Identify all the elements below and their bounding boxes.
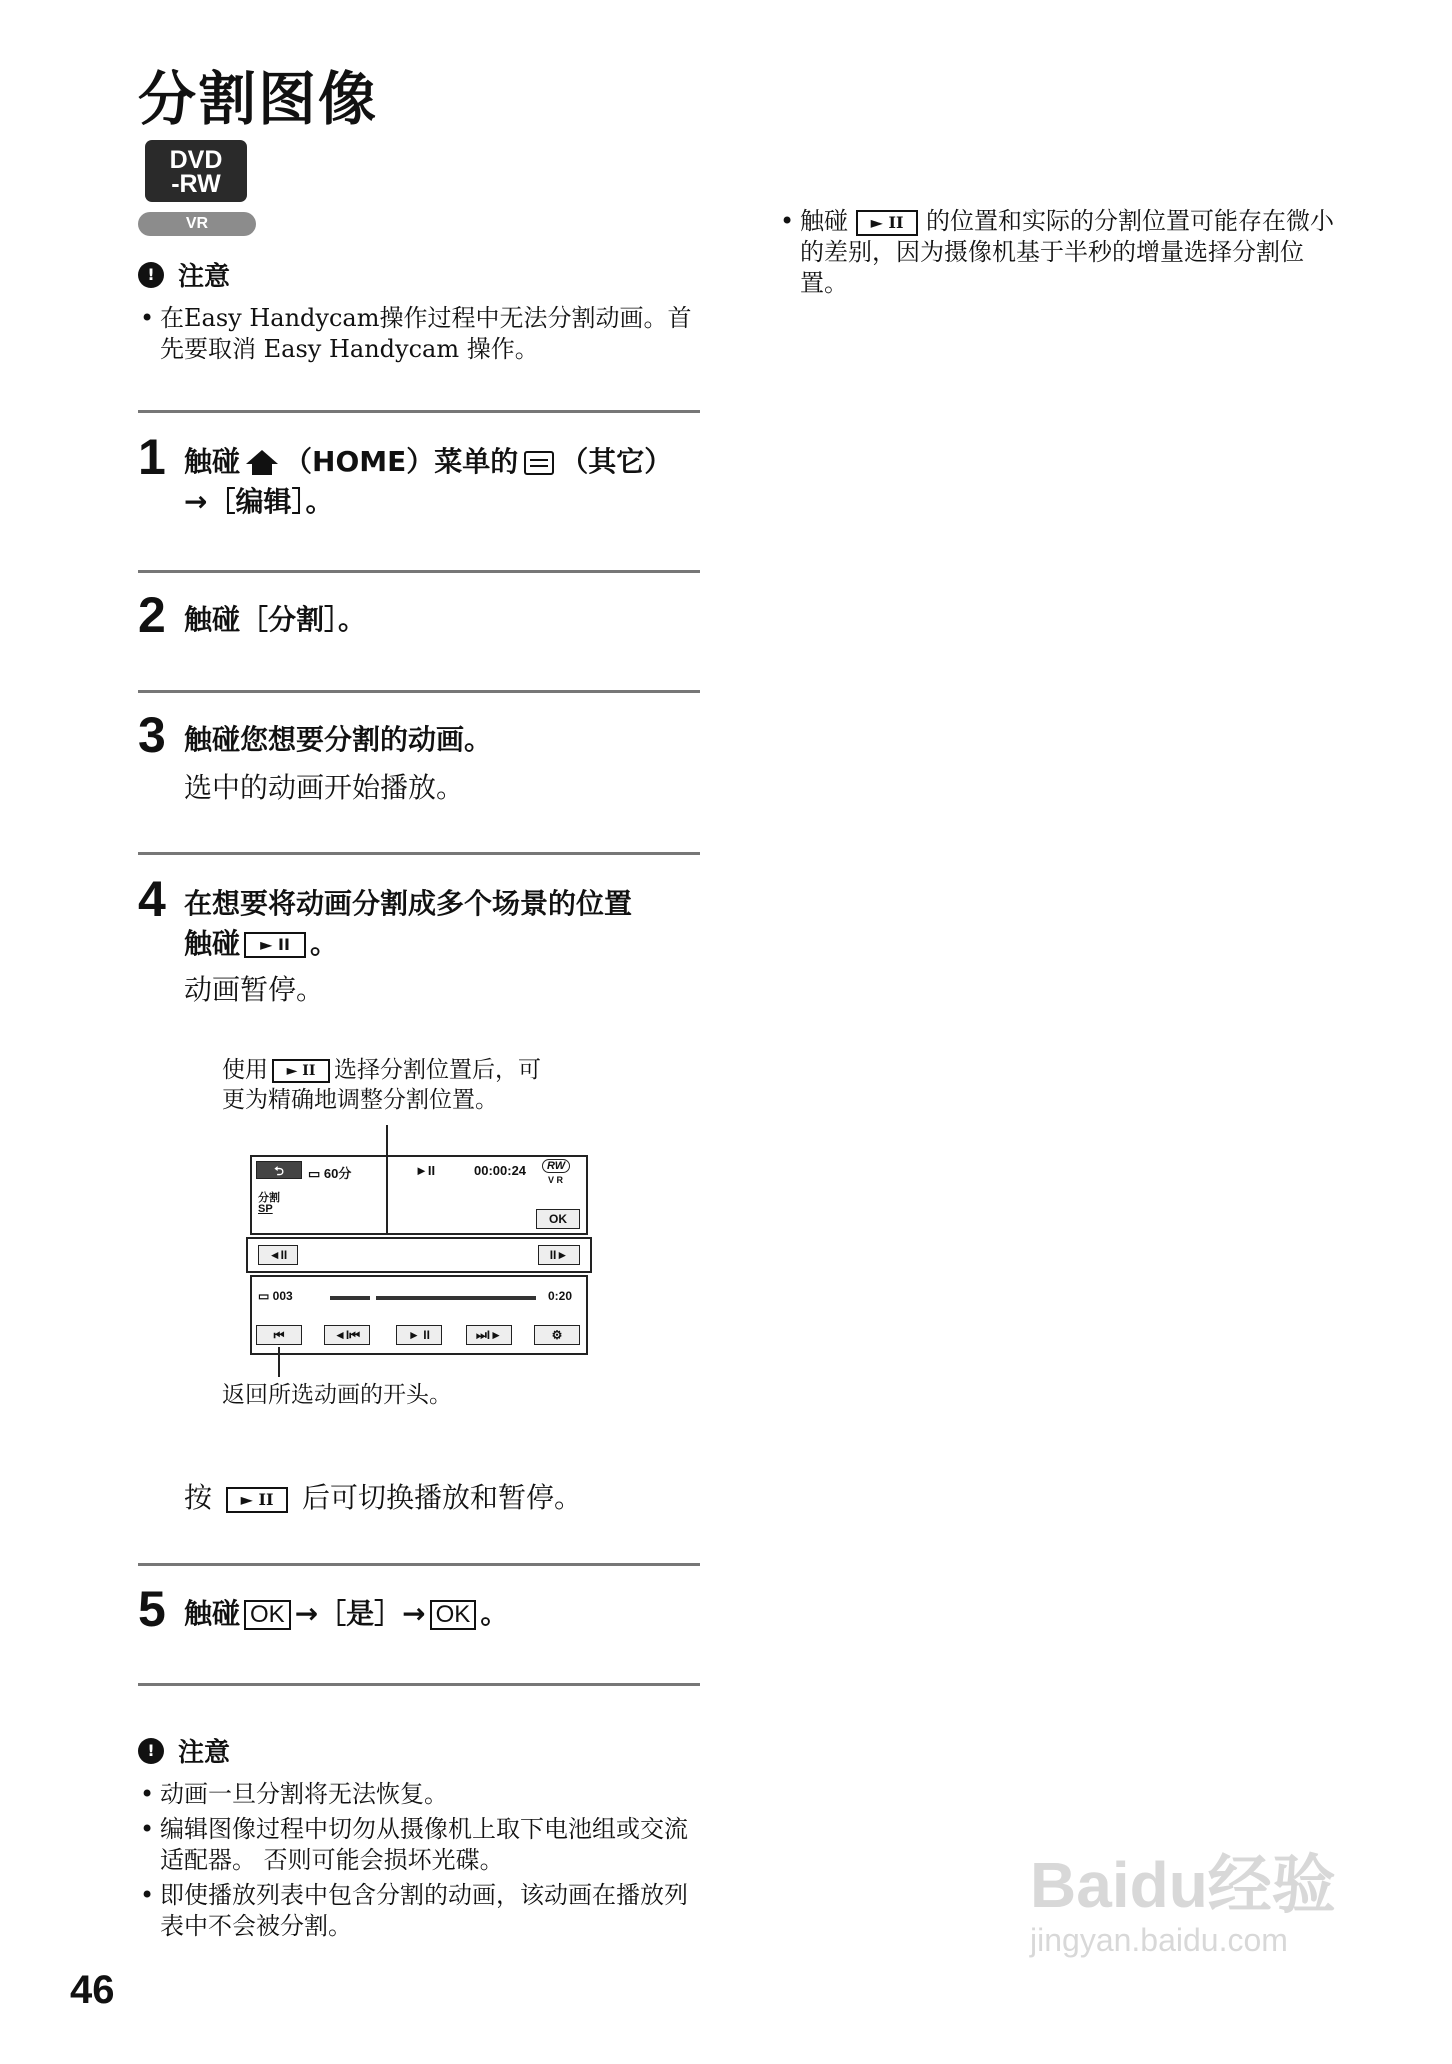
step-4-sub: 动画暂停。 (184, 973, 325, 1006)
divider (138, 1683, 700, 1686)
step-3-text: 触碰您想要分割的动画。 (184, 723, 493, 756)
note-bottom-list (138, 1779, 698, 1942)
watermark-url: jingyan.baidu.com (1030, 1922, 1288, 1958)
disc-sub: V R (548, 1175, 564, 1185)
step-1-text-d: →［编辑］。 (184, 485, 334, 518)
play-pause-icon: ► II (244, 932, 306, 958)
prev-frame-button[interactable]: ◄II (258, 1245, 298, 1265)
divider (138, 570, 700, 573)
disc-indicator: RW (542, 1159, 570, 1173)
play-status-icon: ►II (415, 1163, 436, 1178)
step-4-text-a: 在想要将动画分割成多个场景的位置 (184, 887, 633, 920)
caution-icon: ! (138, 262, 164, 288)
home-icon (246, 450, 278, 464)
step-1-number: 1 (138, 429, 166, 485)
right-note-a: 触碰 (800, 207, 848, 235)
step-5-text (184, 1594, 704, 1634)
caution-icon: ! (138, 1738, 164, 1764)
vr-badge: VR (138, 212, 256, 236)
watermark-brand-a: Bai (1030, 1849, 1130, 1921)
note-top (138, 256, 698, 369)
toggle-instruction (184, 1480, 582, 1516)
battery-text: 60分 (323, 1166, 352, 1181)
play-pause-icon: ► II (226, 1487, 288, 1513)
right-note-b: 的位置和实际的分割位置可能存在微小的差别，因为摄像机基于半秒的增量选择分割位置。 (800, 207, 1334, 297)
play-pause-button[interactable]: ► II (396, 1325, 442, 1345)
right-note-item (778, 206, 1338, 299)
note-heading-text: 注意 (178, 262, 231, 292)
note-bottom (138, 1732, 698, 1946)
note-bottom-heading (138, 1732, 698, 1769)
ok-icon: OK (244, 1600, 291, 1630)
step-1-text-b: （HOME）菜单的 (284, 445, 519, 478)
step-5-number: 5 (138, 1581, 166, 1637)
right-note-list (778, 206, 1338, 299)
prev-scene-button[interactable]: ◄I⏮ (324, 1325, 370, 1345)
baidu-watermark (1030, 1850, 1336, 1960)
caption-top-b: 选择分割位置后，可 (334, 1057, 541, 1083)
toggle-a: 按 (184, 1481, 213, 1514)
watermark-suffix: 经验 (1207, 1849, 1336, 1921)
divider (138, 852, 700, 855)
quality-label: SP (258, 1203, 273, 1215)
disc-line2: -RW (171, 170, 221, 198)
play-pause-icon: ► II (856, 210, 918, 236)
divider (138, 1563, 700, 1566)
step-3-sub: 选中的动画开始播放。 (184, 771, 465, 804)
battery-indicator: ▭ 60分 (308, 1166, 352, 1181)
step-2-number: 2 (138, 587, 166, 643)
step-4-text (184, 884, 704, 964)
scene-number: 003 (272, 1289, 293, 1303)
note-bottom-item: • 即使播放列表中包含分割的动画，该动画在播放列表中不会被分割。 (138, 1880, 698, 1942)
figure-caption-bottom: 返回所选动画的开头。 (222, 1382, 452, 1408)
progress-bar (376, 1296, 536, 1300)
disc-line1: DVD (169, 146, 223, 174)
page-number: 46 (70, 1968, 115, 2012)
step-5-text-b: →［是］→ (294, 1597, 426, 1630)
camera-screen (250, 1155, 588, 1355)
page-title: 分割图像 (138, 65, 379, 133)
note-top-item: • 在Easy Handycam操作过程中无法分割动画。首先要取消 Easy Handycam 操作。 (138, 303, 698, 365)
step-1-text-c: （其它） (560, 445, 673, 478)
watermark-brand (1030, 1850, 1336, 1920)
note-top-heading (138, 256, 698, 293)
screen-divider (386, 1157, 388, 1233)
next-frame-button[interactable]: II► (538, 1245, 580, 1265)
toggle-b: 后可切换播放和暂停。 (302, 1481, 583, 1514)
other-menu-icon (524, 451, 554, 475)
play-pause-icon: ► II (272, 1059, 330, 1083)
figure-caption-top (222, 1055, 622, 1115)
step-4-text-c: 。 (310, 927, 339, 960)
mode-label: 分割 (258, 1192, 280, 1204)
progress-start (330, 1296, 370, 1300)
right-note (778, 206, 1338, 303)
ok-button[interactable]: OK (536, 1209, 580, 1229)
next-scene-button[interactable]: ⏭I► (466, 1325, 512, 1345)
divider (138, 690, 700, 693)
step-4-text-b: 触碰 (184, 927, 241, 960)
ok-icon: OK (430, 1600, 477, 1630)
step-1-text-a: 触碰 (184, 445, 241, 478)
divider (138, 410, 700, 413)
note-heading-text: 注意 (178, 1738, 231, 1768)
timecode: 00:00:24 (474, 1163, 527, 1178)
note-top-list (138, 303, 698, 365)
option-button[interactable]: ⚙ (534, 1325, 580, 1345)
step-4-number: 4 (138, 871, 166, 927)
step-2-text: 触碰［分割］。 (184, 603, 367, 636)
caption-top-a: 使用 (222, 1057, 268, 1083)
scene-indicator: ▭ 003 (258, 1289, 293, 1303)
step-5-text-c: 。 (480, 1597, 509, 1630)
watermark-brand-b: du (1129, 1849, 1208, 1921)
note-bottom-item: • 编辑图像过程中切勿从摄像机上取下电池组或交流适配器。 否则可能会损坏光碟。 (138, 1814, 698, 1876)
dvd-rw-badge (145, 140, 247, 202)
step-1-text (184, 442, 704, 522)
duration: 0:20 (548, 1289, 573, 1303)
note-bottom-item: • 动画一旦分割将无法恢复。 (138, 1779, 698, 1810)
callout-line-bottom (278, 1347, 280, 1377)
caption-top-c: 更为精确地调整分割位置。 (222, 1087, 498, 1113)
go-to-start-button[interactable]: ⏮ (256, 1325, 302, 1345)
return-button[interactable]: ⮌ (256, 1161, 302, 1179)
step-5-text-a: 触碰 (184, 1597, 241, 1630)
step-3-number: 3 (138, 707, 166, 763)
